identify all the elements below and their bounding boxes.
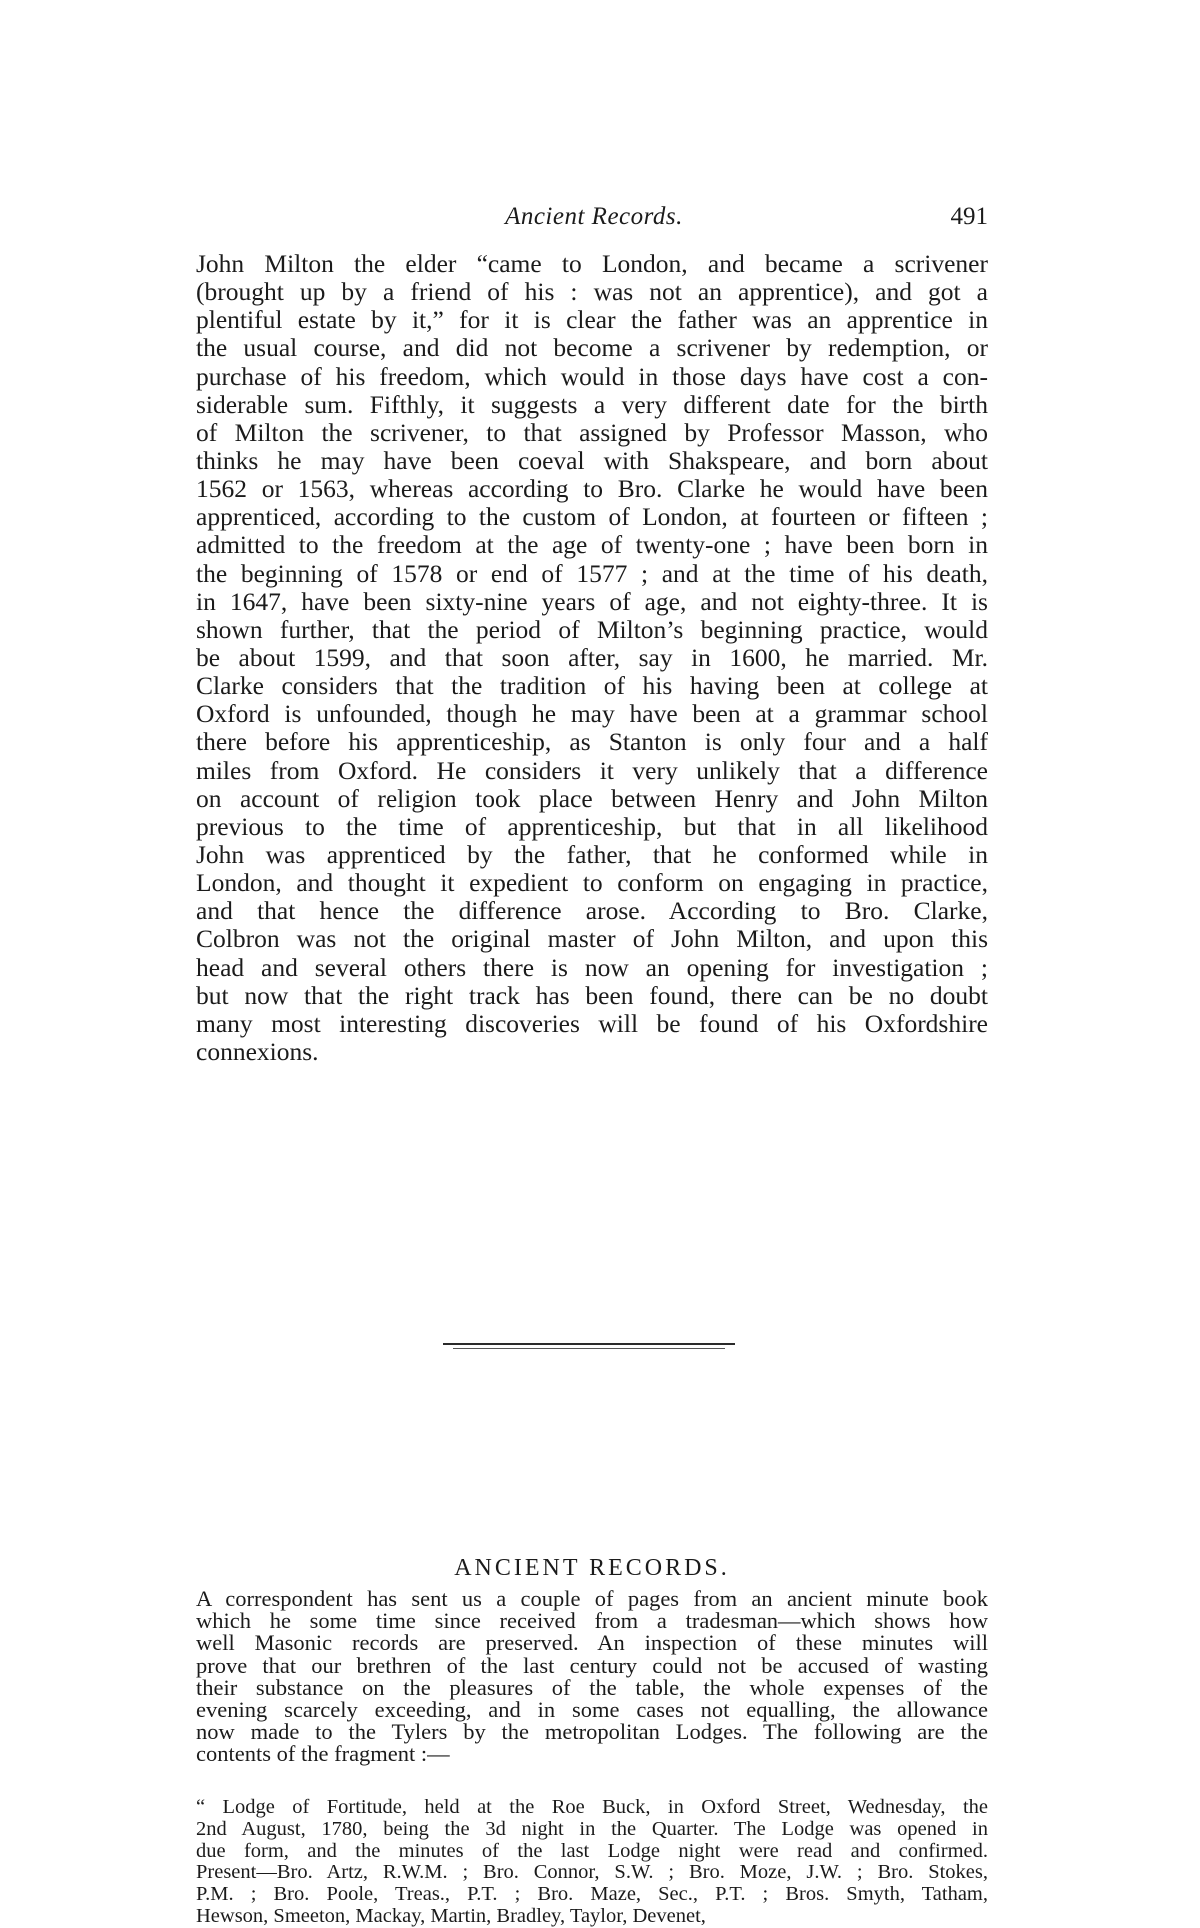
text-line: John Milton the elder “came to London, and became a scrivener (196, 249, 988, 278)
divider-rule (443, 1343, 735, 1345)
text-line: and that hence the difference arose. According to Bro. Clarke, (196, 896, 988, 926)
text-line: prove that our brethren of the last century could not be accused of wasting (196, 1652, 988, 1678)
text-line: 1562 or 1563, whereas according to Bro. Clarke he would have been (196, 474, 988, 504)
text-line: A correspondent has sent us a couple of pages from an ancient minute book (196, 1586, 988, 1611)
text-line: 2nd August, 1780, being the 3d night in the Quarter. The Lodge was opened in (196, 1817, 988, 1840)
text-line: (brought up by a friend of his : was not an apprentice), and got a (196, 277, 988, 307)
text-line: in 1647, have been sixty-nine years of age, and not eighty-three. It is (196, 586, 988, 616)
text-line: be about 1599, and that soon after, say in 1600, he married. Mr. (196, 642, 988, 672)
article-continuation (196, 250, 988, 1066)
text-line: connexions. (196, 1036, 319, 1066)
page-number: 491 (950, 203, 988, 230)
text-line: Oxford is unfounded, though he may have been at a grammar school (196, 699, 988, 729)
text-line: due form, and the minutes of the last Lodge night were read and confirmed. (196, 1839, 988, 1862)
text-line: which he some time since received from a tradesman—which shows how (196, 1608, 988, 1634)
text-line: on account of religion took place between Henry and John Milton (196, 783, 988, 813)
text-line: the usual course, and did not become a scrivener by redemption, or (196, 333, 988, 363)
text-line: siderable sum. Fifthly, it suggests a very different date for the birth (196, 389, 988, 419)
section-heading: ANCIENT RECORDS. (454, 1555, 730, 1581)
text-line: Colbron was not the original master of John Milton, and upon this (196, 924, 988, 954)
text-line: Present—Bro. Artz, R.W.M. ; Bro. Connor, S.W. ; Bro. Moze, J.W. ; Bro. Stokes, (196, 1861, 988, 1884)
divider-rule (453, 1348, 725, 1349)
text-line: thinks he may have been coeval with Shakspeare, and born about (196, 445, 988, 475)
text-line: previous to the time of apprenticeship, but that in all likelihood (196, 811, 988, 841)
text-line: their substance on the pleasures of the table, the whole expenses of the (196, 1674, 988, 1700)
minutes-quotation (196, 1797, 988, 1928)
text-line: purchase of his freedom, which would in those days have cost a con- (196, 361, 988, 391)
text-line: well Masonic records are preserved. An inspection of these minutes will (196, 1630, 988, 1656)
text-line: many most interesting discoveries will be found of his Oxfordshire (196, 1008, 988, 1038)
text-line: Hewson, Smeeton, Mackay, Martin, Bradley, Taylor, Devenet, (196, 1904, 706, 1927)
text-line: of Milton the scrivener, to that assigned by Professor Masson, who (196, 417, 988, 447)
text-line: John was apprenticed by the father, that he conformed while in (196, 839, 988, 869)
text-line: the beginning of 1578 or end of 1577 ; and at the time of his death, (196, 558, 988, 588)
text-line: London, and thought it expedient to conform on engaging in practice, (196, 868, 988, 898)
text-line: P.M. ; Bro. Poole, Treas., P.T. ; Bro. Maze, Sec., P.T. ; Bros. Smyth, Tatham, (196, 1883, 988, 1906)
text-line: now made to the Tylers by the metropolitan Lodges. The following are the (196, 1719, 988, 1745)
text-line: plentiful estate by it,” for it is clear the father was an apprentice in (196, 305, 988, 335)
text-line: but now that the right track has been found, there can be no doubt (196, 980, 988, 1010)
text-line: apprenticed, according to the custom of London, at fourteen or fifteen ; (196, 502, 988, 532)
section-divider (443, 1341, 735, 1355)
text-line: there before his apprenticeship, as Stanton is only four and a half (196, 727, 988, 757)
section-intro (196, 1588, 988, 1766)
text-line: Clarke considers that the tradition of his having been at college at (196, 671, 988, 701)
text-line: shown further, that the period of Milton’s beginning practice, would (196, 614, 988, 644)
text-line: head and several others there is now an opening for investigation ; (196, 952, 988, 982)
text-line: contents of the fragment :— (196, 1741, 450, 1767)
text-line: evening scarcely exceeding, and in some cases not equalling, the allowance (196, 1696, 988, 1722)
text-line: “ Lodge of Fortitude, held at the Roe Buck, in Oxford Street, Wednesday, the (196, 1796, 988, 1818)
running-title: Ancient Records. (505, 203, 683, 230)
running-head (200, 203, 988, 239)
text-line: miles from Oxford. He considers it very unlikely that a difference (196, 755, 988, 785)
text-line: admitted to the freedom at the age of twenty-one ; have been born in (196, 530, 988, 560)
